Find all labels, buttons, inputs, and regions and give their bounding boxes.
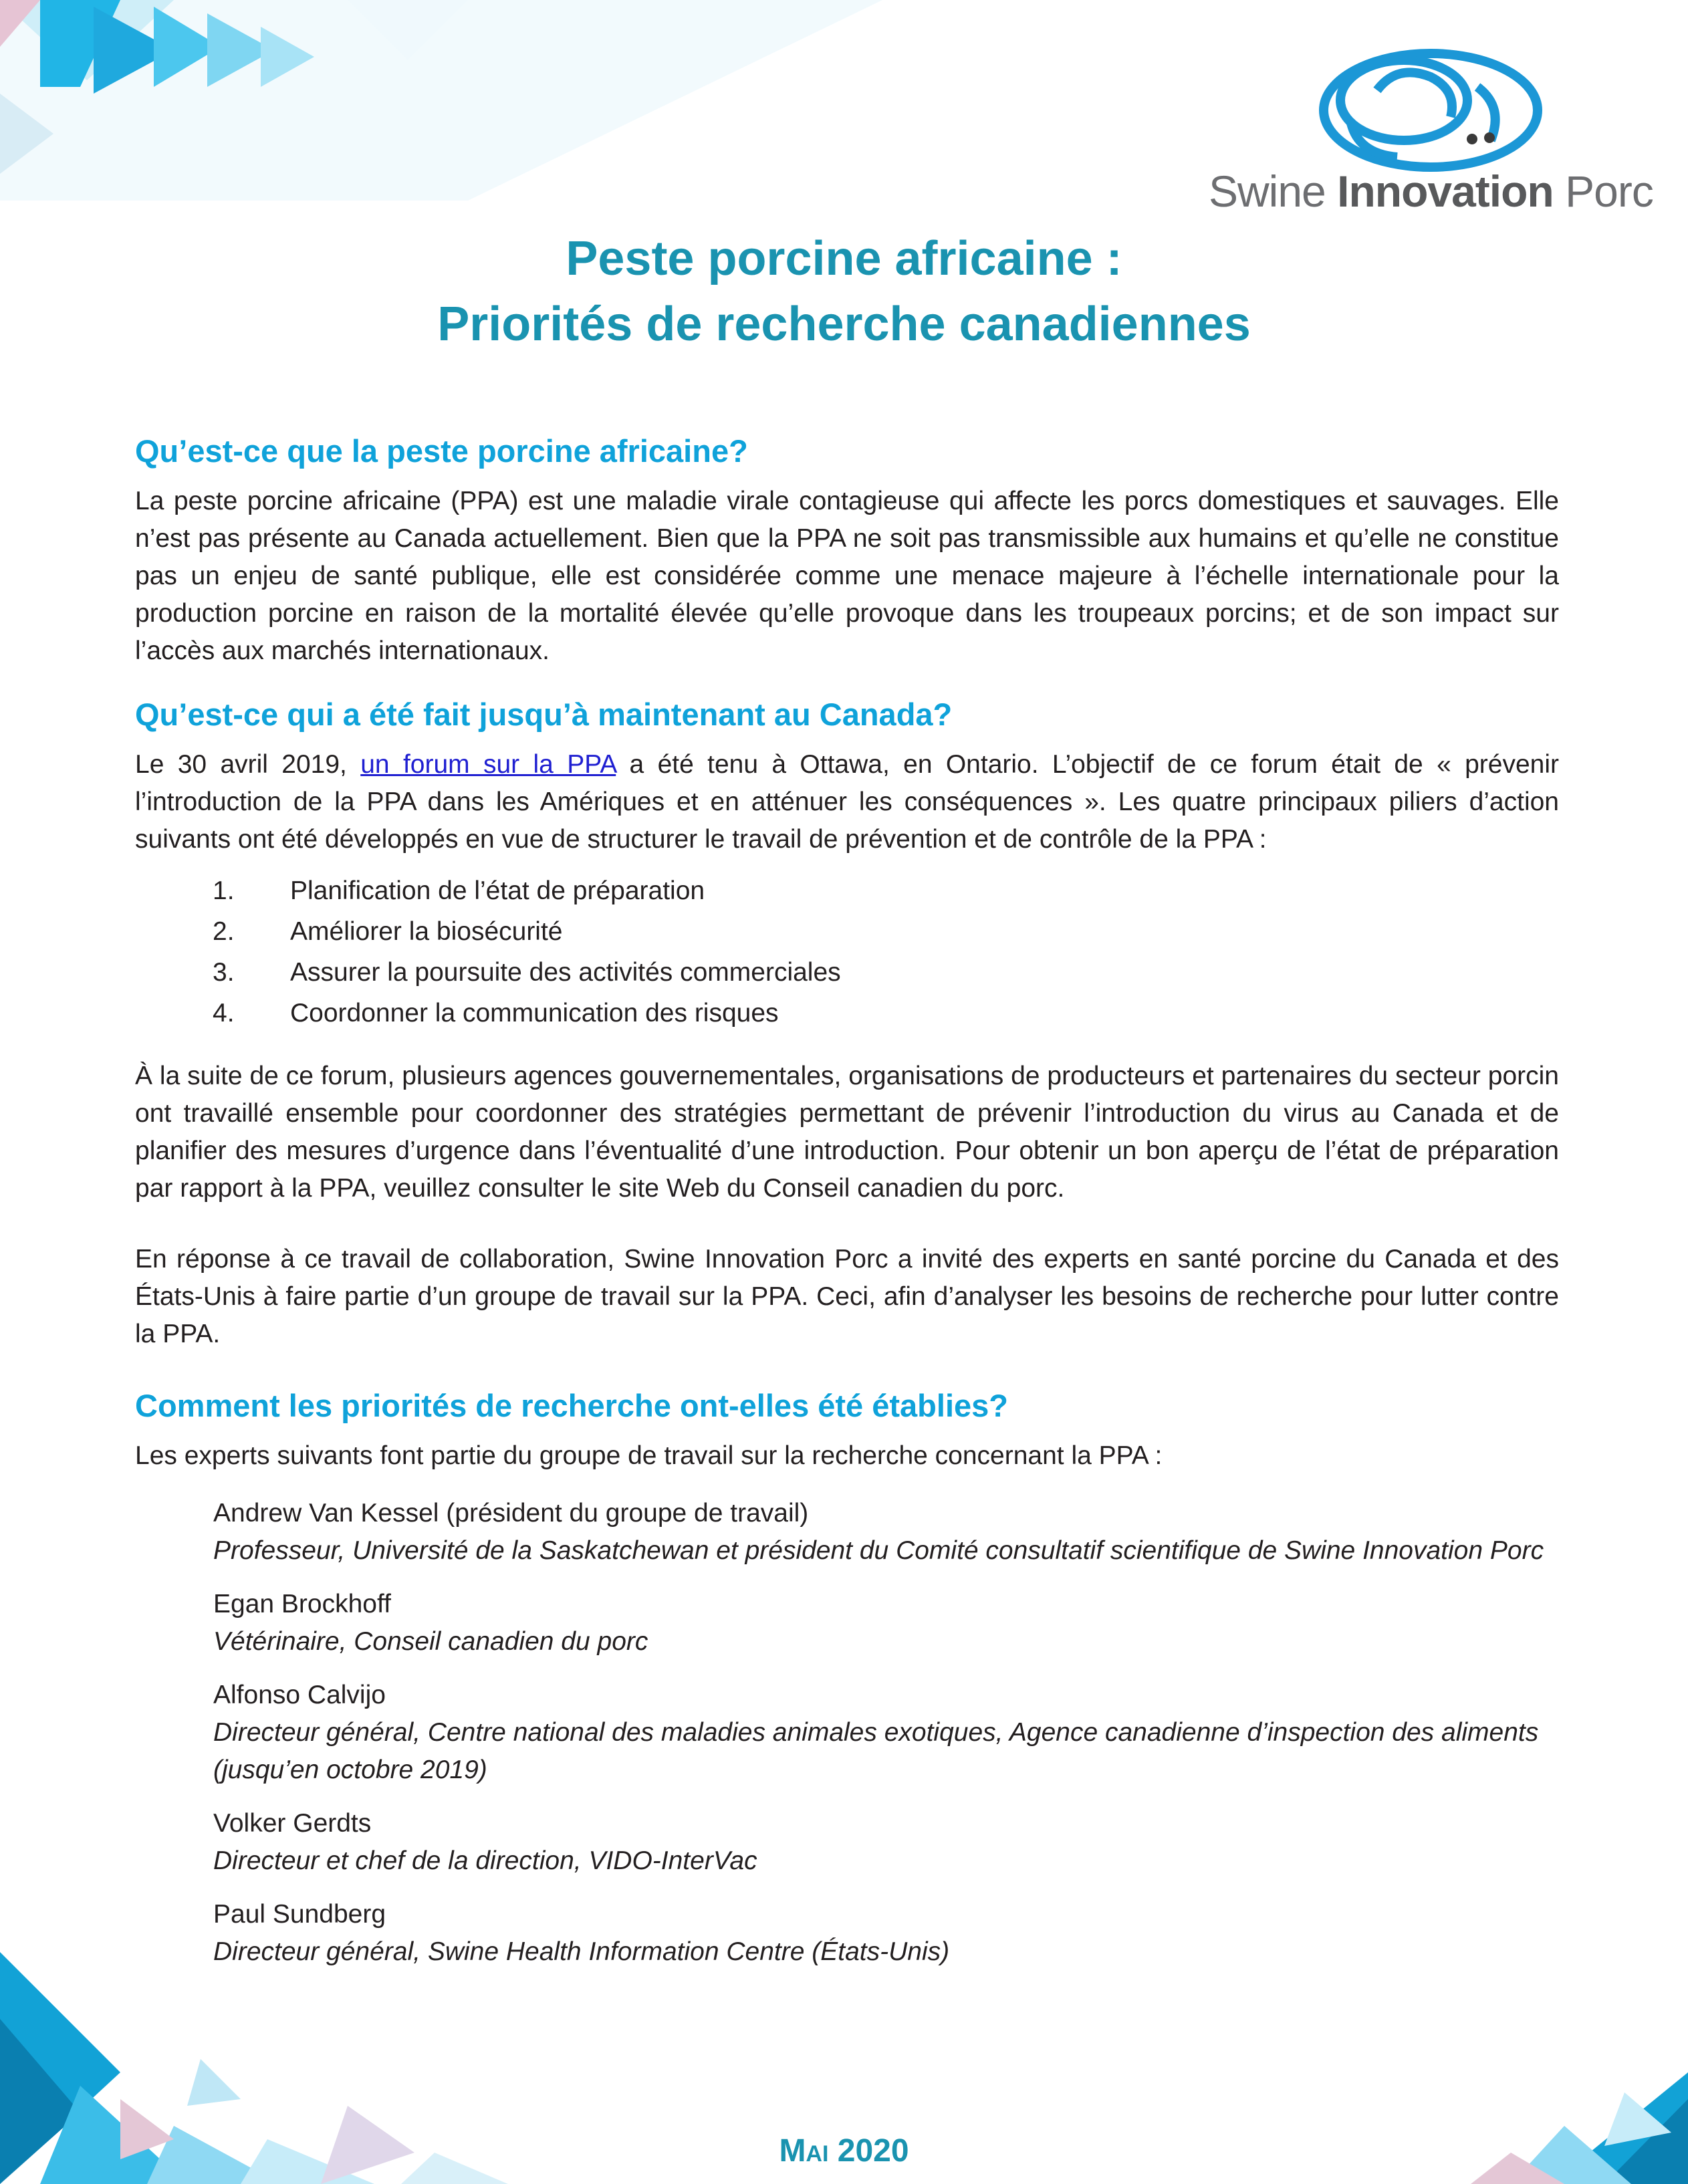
paragraph-what-is-asf: La peste porcine africaine (PPA) est une maladie virale contagieuse qui affecte les porcs domestiques et sauvages. Elle n’est pas présente au Canada actuellement. Bien que la PPA ne soit pas transmissible aux humains et qu’elle ne constitue pas un enjeu de santé publique, elle est considérée comme une menace majeure à l’échelle internationale pour la production porcine en raison de la mortalité élevée qu’elle provoque dans les troupeaux porcins; et de son impact sur l’accès aux marchés internationaux.	[135, 487, 1559, 665]
list-item	[135, 952, 1559, 993]
list-number: 3.	[213, 958, 235, 987]
footer-date: Mai 2020	[779, 2133, 909, 2169]
logo-wordmark	[1209, 166, 1653, 217]
heading-what-is-asf: Qu’est-ce que la peste porcine africaine?	[135, 433, 748, 469]
list-item	[213, 1896, 1559, 1971]
heading-how-priorities: Comment les priorités de recherche ont-elles été établies?	[135, 1388, 1008, 1423]
list-item	[135, 870, 1559, 911]
list-item-text: Assurer la poursuite des activités commerciales	[290, 958, 841, 987]
expert-role: Vétérinaire, Conseil canadien du porc	[213, 1627, 648, 1656]
title-line-1: Peste porcine africaine :	[566, 232, 1122, 285]
top-left-decoration	[0, 0, 882, 201]
expert-name: Paul Sundberg	[213, 1900, 386, 1929]
forum-text-before-link: Le 30 avril 2019,	[135, 750, 361, 779]
paragraph-collaboration: En réponse à ce travail de collaboration, Swine Innovation Porc a invité des experts en santé porcine du Canada et des États-Unis à faire partie d’un groupe de travail sur la PPA. Ceci, afin d’analyser les besoins de recherche pour lutter contre la PPA.	[135, 1245, 1559, 1348]
heading-what-has-been-done: Qu’est-ce qui a été fait jusqu’à maintenant au Canada?	[135, 697, 953, 732]
forum-text-after-link: a été tenu à Ottawa, en Ontario. L’objectif de ce forum était de « prévenir l’introduction de la PPA dans les Amériques et en atténuer les conséquences ». Les quatre principaux piliers d’action suivants ont été développés en vue de structurer le travail de prévention et de contrôle de la PPA :	[135, 750, 1560, 854]
expert-role: Professeur, Université de la Saskatchewan et président du Comité consultatif scientifique de Swine Innovation Porc	[213, 1536, 1544, 1565]
expert-role: Directeur général, Swine Health Information Centre (États-Unis)	[213, 1937, 950, 1966]
paragraph-after-forum: À la suite de ce forum, plusieurs agences gouvernementales, organisations de producteurs et partenaires du secteur porcin ont travaillé ensemble pour coordonner des stratégies permettant de prévenir l’introduction du virus au Canada et de planifier des mesures d’urgence dans l’éventualité d’une introduction. Pour obtenir un bon aperçu de l’état de préparation par rapport à la PPA, veuillez consulter le site Web du Conseil canadien du porc.	[135, 1062, 1559, 1203]
page-title	[0, 226, 1688, 357]
paragraph-experts-intro: Les experts suivants font partie du groupe de travail sur la recherche concernant la PPA :	[135, 1441, 1163, 1470]
list-item	[135, 911, 1559, 952]
list-item	[135, 993, 1559, 1034]
list-item-text: Améliorer la biosécurité	[290, 917, 563, 946]
expert-role: Directeur général, Centre national des maladies animales exotiques, Agence canadienne d’inspection des aliments (jusqu’en octobre 2019)	[213, 1718, 1539, 1784]
list-number: 4.	[213, 999, 235, 1027]
expert-name: Volker Gerdts	[213, 1809, 372, 1838]
expert-name: Egan Brockhoff	[213, 1590, 391, 1618]
expert-name: Alfonso Calvijo	[213, 1681, 386, 1709]
expert-role: Directeur et chef de la direction, VIDO-InterVac	[213, 1846, 757, 1875]
title-line-2: Priorités de recherche canadiennes	[437, 297, 1251, 351]
logo-word-swine: Swine	[1209, 166, 1326, 216]
expert-name: Andrew Van Kessel (président du groupe de travail)	[213, 1499, 809, 1528]
list-item-text: Planification de l’état de préparation	[290, 876, 705, 905]
action-pillars-list	[135, 870, 1559, 1034]
list-item	[213, 1495, 1559, 1570]
document-body	[135, 428, 1559, 1987]
paragraph-forum	[135, 746, 1559, 858]
forum-link[interactable]: un forum sur la PPA	[360, 750, 616, 779]
experts-list	[135, 1495, 1559, 1971]
list-item	[213, 1805, 1559, 1880]
list-item	[213, 1677, 1559, 1789]
list-number: 2.	[213, 917, 235, 946]
list-item-text: Coordonner la communication des risques	[290, 999, 779, 1027]
list-item	[213, 1586, 1559, 1661]
list-number: 1.	[213, 876, 235, 905]
logo-word-innovation: Innovation	[1337, 166, 1554, 216]
logo-word-porc: Porc	[1565, 166, 1653, 216]
